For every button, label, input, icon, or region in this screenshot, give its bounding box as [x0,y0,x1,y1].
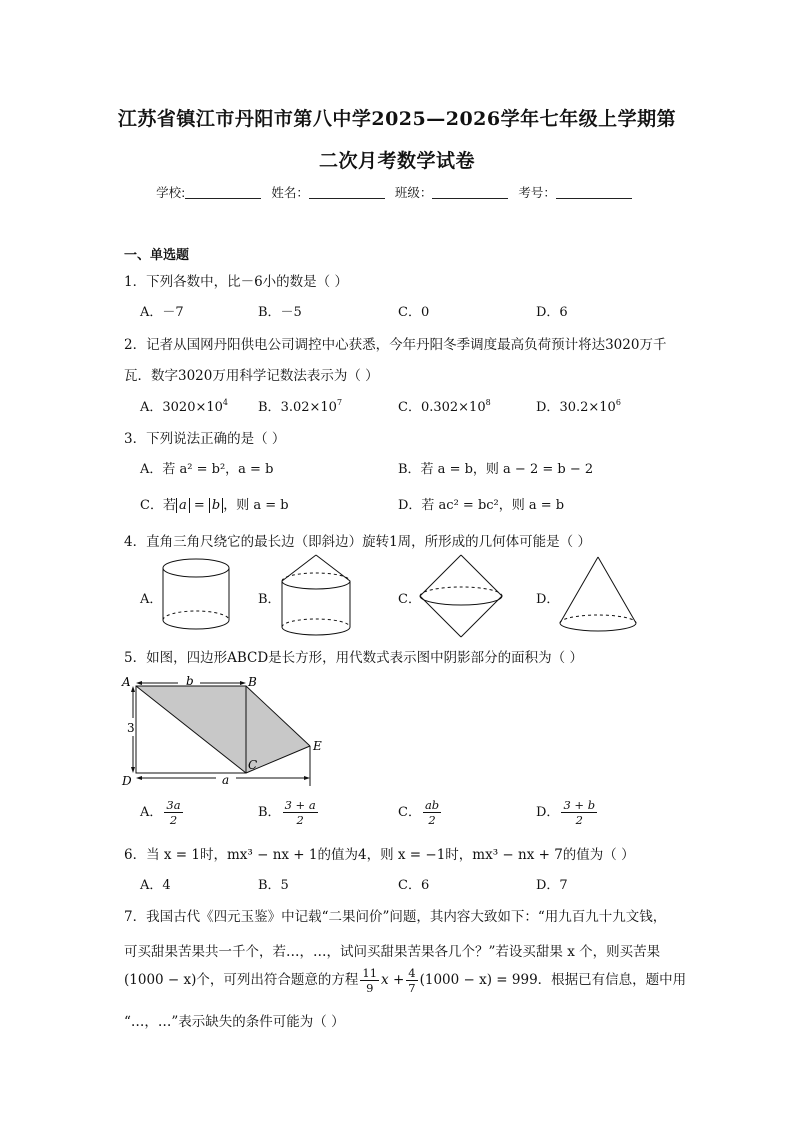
school-blank [185,186,261,199]
question-2-stem-line2: 瓦．数字3020万用科学记数法表示为（ ） [124,368,379,384]
name-blank [309,186,385,199]
q3-option-a: A．若 a² = b²，a = b [140,462,274,477]
question-3-stem: 3．下列说法正确的是（ ） [124,431,286,447]
q5-option-b: B． $\frac{3 + a}{2}$ [258,798,316,827]
q6-option-c: C．6 [398,878,430,893]
q6-option-d: D．7 [536,878,568,893]
dimension-a-label: a [222,773,230,787]
school-label: 学校: [156,185,186,200]
vertex-a-label: A [122,675,131,689]
dimension-3-label: 3 [127,721,135,735]
question-7-line3: (1000 − x)个，可列出符合题意的方程 $\frac{11}{9}$ x + $\frac{4}{7}$ (1000 − x) = 999．根据已有信息，题中用 [124,966,687,995]
question-7-line1: 7．我国古代《四元玉鉴》中记载“二果问价”问题，其内容大致如下：“用九百九十九文钱， [124,909,667,925]
q2-option-c: C．$0.302\times 10^8$ [398,398,491,415]
q5-option-c: C． $\frac{ab}{2}$ [398,798,440,827]
q6-option-b: B．5 [258,878,289,893]
q4-option-a: A． [140,592,163,607]
exam-title-line1: 江苏省镇江市丹阳市第八中学2025—2026学年七年级上学期第 [117,108,677,130]
vertex-b-label: B [248,675,257,689]
q4-option-d: D． [536,592,560,607]
exam-no-blank [556,186,632,199]
exam-no-label: 考号： [518,185,556,200]
q1-option-d: D．6 [536,305,568,320]
q2-option-b: B．$3.02\times 10^7$ [258,398,343,415]
class-blank [432,186,508,199]
exam-title-line2: 二次月考数学试卷 [318,150,475,172]
q4-option-b: B． [258,592,281,607]
q3-option-c: C．若 a = b ，则 a = b [140,498,289,513]
q5-option-d: D． $\frac{3 + b}{2}$ [536,798,596,827]
question-1-stem: 1．下列各数中，比－6小的数是（ ） [124,274,348,290]
vertex-c-label: C [248,758,258,772]
q2-option-d: D．$30.2\times 10^6$ [536,398,621,415]
question-5-stem: 5．如图，四边形ABCD是长方形，用代数式表示图中阴影部分的面积为（ ） [124,650,583,666]
vertex-d-label: D [122,774,132,788]
dimension-b-label: b [186,674,194,688]
cone-figure [558,555,638,635]
rectangle-abcd-figure [118,672,338,792]
q1-option-a: A．－7 [140,305,184,320]
question-7-line4: “…，…”表示缺失的条件可能为（ ） [124,1014,345,1030]
q3-option-b: B．若 a = b，则 a − 2 = b − 2 [398,462,594,477]
class-label: 班级： [394,185,433,200]
double-cone-figure [418,553,504,639]
cone-on-cylinder-figure [280,553,352,639]
cylinder-figure [160,556,232,636]
q2-option-a: A．$3020\times 10^4$ [140,398,229,415]
question-2-stem-line1: 2．记者从国网丹阳供电公司调控中心获悉，今年丹阳冬季调度最高负荷预计将达3020万千 [124,337,667,353]
vertex-e-label: E [313,739,322,753]
student-info-row [0,183,794,201]
q6-option-a: A．4 [140,878,171,893]
question-4-stem: 4．直角三角尺绕它的最长边（即斜边）旋转1周，所形成的几何体可能是（ ） [124,534,591,550]
name-label: 姓名： [271,185,309,200]
q1-option-c: C．0 [398,305,430,320]
q5-option-a: A． $\frac{3a}{2}$ [140,798,181,827]
section-title: 一、单选题 [124,248,190,263]
question-7-line2: 可买甜果苦果共一千个，若…，…，试问买甜果苦果各几个？”若设买甜果 x 个，则买苦果 [124,944,661,960]
q3-option-d: D．若 ac² = bc²，则 a = b [398,498,565,513]
q4-option-c: C． [398,592,421,607]
q1-option-b: B．－5 [258,305,302,320]
question-6-stem: 6．当 x = 1时，mx³ − nx + 1的值为4，则 x = −1时，mx³ − nx + 7的值为（ ） [124,847,635,863]
